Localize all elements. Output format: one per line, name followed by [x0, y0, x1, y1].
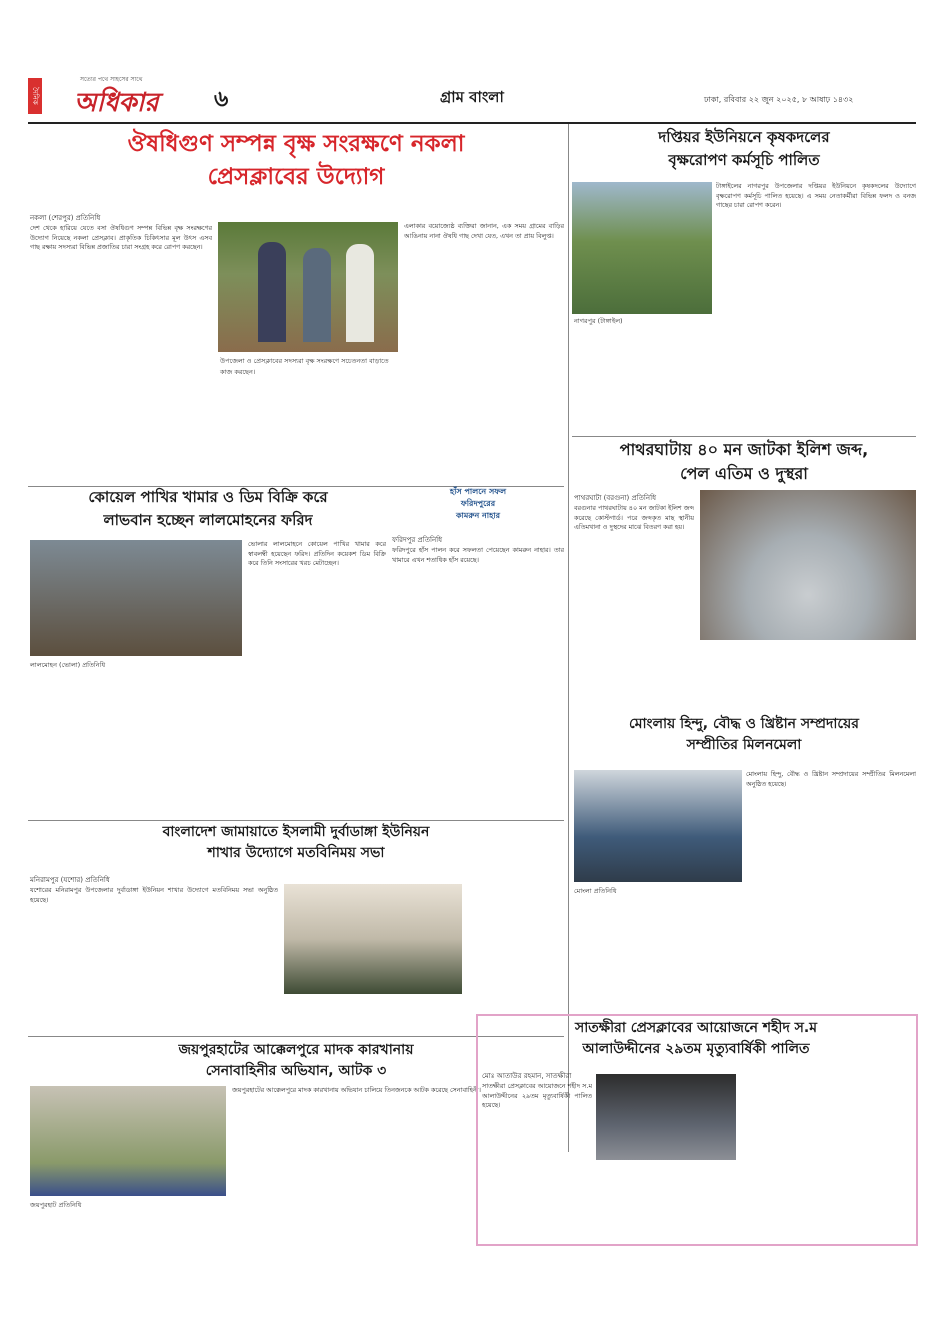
jamaat-headline — [28, 822, 564, 864]
page-number: ৬ — [214, 87, 229, 112]
joypurhat-headline-line2: সেনাবাহিনীর অভিযান, আটক ৩ — [205, 1063, 387, 1079]
joypurhat-body: জয়পুরহাটের আক্কেলপুরে মাদক কারখানায় অভিযান চালিয়ে তিনজনকে আটক করেছে সেনাবাহিনী। — [232, 1086, 481, 1094]
joypurhat-headline-line1: জয়পুরহাটের আক্কেলপুরে মাদক কারখানায় — [178, 1042, 414, 1058]
monglay-headline-line1: মোংলায় হিন্দু, বৌদ্ধ ও খ্রিষ্টান সম্প্রদায়ের — [629, 716, 859, 732]
herbal-body-2: এলাকার বয়োজ্যেষ্ঠ ব্যক্তিরা জানান, এক সময় গ্রামের বাড়ির আঙিনায় নানা ঔষধি গাছ দেখা যেত, এখন তা প্রায় বিলুপ্ত। — [404, 222, 564, 240]
hilsa-headline-line2: পেল এতিম ও দুস্থরা — [680, 464, 808, 483]
hilsa-byline: পাথরঘাটা (বরগুনা) প্রতিনিধি — [574, 494, 657, 502]
divider — [28, 820, 564, 821]
masthead-logo — [28, 74, 213, 118]
herbal-headline-line1: ঔষধিগুণ সম্পন্ন বৃক্ষ সংরক্ষণে নকলা — [127, 131, 465, 157]
quail-body: ভোলার লালমোহনে কোয়েল পাখির খামার করে স্বাবলম্বী হয়েছেন ফরিদ। প্রতিদিন কয়েকশ ডিম বিক্রি করে তিনি সংসারের খরচ মেটাচ্ছেন। — [248, 540, 386, 568]
quail-headline — [28, 486, 388, 531]
joypurhat-caption: জয়পুরহাট প্রতিনিধি — [30, 1201, 82, 1209]
dastiar-caption: নাগরপুর (টাঙ্গাইল) — [574, 317, 623, 325]
divider — [572, 436, 916, 437]
herbal-headline-line2: প্রেসক্লাবের উদ্যোগ — [207, 164, 385, 191]
dateline: ঢাকা, রবিবার ২২ জুন ২০২৫, ৮ আষাঢ় ১৪৩২ — [704, 95, 854, 104]
hilsa-photo — [700, 490, 916, 640]
hilsa-headline-line1: পাথরঘাটায় ৪০ মন জাটকা ইলিশ জব্দ, — [619, 440, 869, 459]
masthead-rule — [28, 122, 916, 124]
satkhira-headline — [480, 1018, 912, 1060]
duck-body: ফরিদপুরে হাঁস পালন করে সফলতা পেয়েছেন কামরুন নাহার। তার খামারে এখন শতাধিক হাঁস রয়েছে। — [392, 546, 564, 564]
jamaat-headline-line1: বাংলাদেশ জামায়াতে ইসলামী দুর্বাডাঙ্গা ইউনিয়ন — [162, 824, 430, 840]
satkhira-photo — [596, 1074, 736, 1160]
duck-headline-line1: হাঁস পালনে সফল — [449, 487, 507, 496]
duck-byline: ফরিদপুর প্রতিনিধি — [392, 536, 443, 544]
monglay-photo — [574, 770, 742, 882]
quail-caption: লালমোহন (ভোলা) প্রতিনিধি — [30, 661, 106, 669]
hilsa-body: বরগুনার পাথরঘাটায় ৪০ মন জাটকা ইলিশ জব্দ করেছে কোস্টগার্ড। পরে জব্দকৃত মাছ স্থানীয় এতিমখানা ও দুস্থদের মাঝে বিতরণ করা হয়। — [574, 504, 694, 532]
dastiar-photo — [572, 182, 712, 314]
hilsa-headline — [572, 438, 916, 486]
quail-photo — [30, 540, 242, 656]
jamaat-body: যশোরের মনিরামপুর উপজেলার দুর্বাডাঙ্গা ইউনিয়ন শাখার উদ্যোগে মতবিনিময় সভা অনুষ্ঠিত হয়েছে। — [30, 886, 278, 904]
duck-headline-line3: কামরুন নাহার — [455, 511, 501, 520]
herbal-byline: নকলা (শেরপুর) প্রতিনিধি — [30, 214, 101, 222]
logo-tagline: সত্যের পথে সাহসের সাথে — [80, 76, 143, 83]
logo-side-label: দৈনিক — [28, 78, 42, 114]
dastiar-headline — [572, 126, 916, 171]
satkhira-byline: মোঃ আতাউর রহমান, সাতক্ষীরা — [482, 1072, 572, 1080]
herbal-photo — [218, 222, 398, 352]
satkhira-headline-line1: সাতক্ষীরা প্রেসক্লাবের আয়োজনে শহীদ স.ম — [574, 1020, 818, 1036]
herbal-headline — [28, 128, 564, 195]
dastiar-headline-line1: দপ্তিয়র ইউনিয়নে কৃষকদলের — [658, 128, 830, 146]
satkhira-headline-line2: আলাউদ্দীনের ২৯তম মৃত্যুবার্ষিকী পালিত — [582, 1041, 810, 1057]
quail-headline-line2: লাভবান হচ্ছেন লালমোহনের ফরিদ — [103, 510, 313, 529]
jamaat-byline: মনিরামপুর (যশোর) প্রতিনিধি — [30, 876, 110, 884]
monglay-headline-line2: সম্প্রীতির মিলনমেলা — [686, 737, 802, 753]
column-divider — [568, 124, 569, 1152]
jamaat-headline-line2: শাখার উদ্যোগে মতবিনিময় সভা — [207, 845, 385, 861]
duck-headline — [390, 486, 566, 522]
jamaat-photo — [284, 884, 462, 994]
monglay-headline — [572, 714, 916, 756]
duck-headline-line2: ফরিদপুরের — [460, 499, 496, 508]
joypurhat-photo — [30, 1086, 226, 1196]
herbal-caption: উপজেলা ও প্রেসক্লাবের সদস্যরা বৃক্ষ সংরক্ষণে সচেতনতা বাড়াতে কাজ করছেন। — [220, 357, 389, 376]
monglay-body: মোংলায় হিন্দু, বৌদ্ধ ও খ্রিষ্টান সম্প্রদায়ের সম্প্রীতির মিলনমেলা অনুষ্ঠিত হয়েছে। — [746, 770, 916, 788]
herbal-body-1: দেশ থেকে হারিয়ে যেতে বসা ঔষধিগুণ সম্পন্ন বিভিন্ন বৃক্ষ সংরক্ষণের উদ্যোগ নিয়েছে নকলা প্রেসক্লাব। প্রাকৃতিক চিকিৎসার মূল উৎস এসব গাছ রক্ষায় সদস্যরা বিভিন্ন প্রজাতির চারা সংগ্রহ করে রোপণ করছেন। — [30, 224, 212, 252]
satkhira-body: সাতক্ষীরা প্রেসক্লাবের আয়োজনে শহীদ স.ম আলাউদ্দীনের ২৯তম মৃত্যুবার্ষিকী পালিত হয়েছে। — [482, 1082, 592, 1110]
section-title: গ্রাম বাংলা — [440, 88, 504, 106]
monglay-caption: মোংলা প্রতিনিধি — [574, 887, 617, 895]
logo-wordmark: অধিকার — [74, 88, 159, 118]
dastiar-body: টাঙ্গাইলের নাগরপুর উপজেলার দপ্তিয়র ইউনিয়নে কৃষকদলের উদ্যোগে বৃক্ষরোপণ কর্মসূচি পালিত হয়েছে। এ সময় নেতাকর্মীরা বিভিন্ন ফলদ ও বনজ গাছের চারা রোপণ করেন। — [716, 182, 916, 210]
dastiar-headline-line2: বৃক্ষরোপণ কর্মসূচি পালিত — [668, 150, 820, 169]
quail-headline-line1: কোয়েল পাখির খামার ও ডিম বিক্রি করে — [88, 488, 328, 506]
